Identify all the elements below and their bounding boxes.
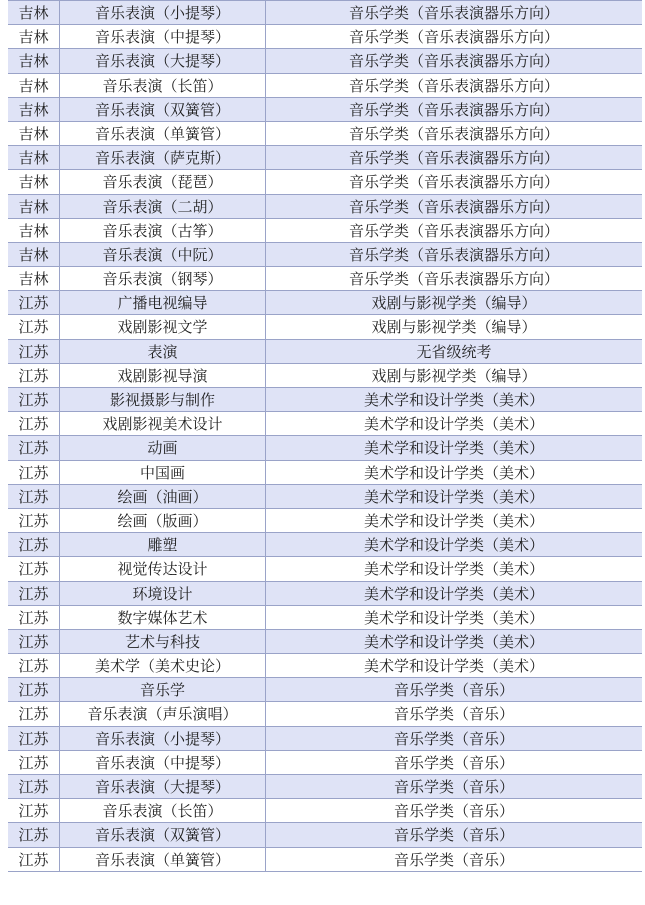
major-cell: 音乐表演（单簧管） <box>60 848 266 871</box>
province-cell: 江苏 <box>8 364 60 387</box>
table-row <box>8 823 642 847</box>
exam-category-cell: 音乐学类（音乐表演器乐方向） <box>348 245 559 264</box>
major-cell: 美术学（美术史论） <box>60 654 266 677</box>
exam-category-cell: 美术学和设计学类（美术） <box>363 657 544 676</box>
province-cell: 吉林 <box>8 122 60 145</box>
major-cell: 艺术与科技 <box>60 630 266 653</box>
exam-category-cell: 音乐学类（音乐表演器乐方向） <box>348 124 559 143</box>
major-cell: 音乐表演（小提琴） <box>60 1 266 24</box>
province-cell: 江苏 <box>8 315 60 338</box>
province-cell: 吉林 <box>8 49 60 72</box>
major-cell: 音乐表演（长笛） <box>60 799 266 822</box>
major-cell: 数字媒体艺术 <box>60 606 266 629</box>
table-row <box>8 509 642 533</box>
major-cell: 音乐表演（古筝） <box>60 219 266 242</box>
province-cell: 江苏 <box>8 461 60 484</box>
major-cell: 音乐表演（萨克斯） <box>60 146 266 169</box>
exam-category-cell: 美术学和设计学类（美术） <box>363 463 544 482</box>
major-cell: 广播电视编导 <box>60 291 266 314</box>
table-row <box>8 678 642 702</box>
exam-category-cell: 音乐学类（音乐表演器乐方向） <box>348 197 559 216</box>
major-cell: 音乐表演（中提琴） <box>60 25 266 48</box>
major-cell: 音乐表演（单簧管） <box>60 122 266 145</box>
province-cell: 吉林 <box>8 195 60 218</box>
table-row <box>8 146 642 170</box>
table-row <box>8 98 642 122</box>
exam-category-cell: 音乐学类（音乐） <box>393 826 514 845</box>
table-row <box>8 340 642 364</box>
exam-category-cell: 音乐学类（音乐） <box>393 753 514 772</box>
table-row <box>8 243 642 267</box>
table-row <box>8 195 642 219</box>
table-row <box>8 654 642 678</box>
table-row <box>8 727 642 751</box>
exam-category-cell: 美术学和设计学类（美术） <box>363 560 544 579</box>
exam-category-cell: 美术学和设计学类（美术） <box>363 487 544 506</box>
major-cell: 音乐表演（中阮） <box>60 243 266 266</box>
exam-category-cell: 音乐学类（音乐表演器乐方向） <box>348 76 559 95</box>
province-cell: 江苏 <box>8 606 60 629</box>
exam-category-cell: 美术学和设计学类（美术） <box>363 439 544 458</box>
exam-category-cell: 音乐学类（音乐表演器乐方向） <box>348 4 559 22</box>
province-cell: 吉林 <box>8 74 60 97</box>
exam-category-cell: 音乐学类（音乐表演器乐方向） <box>348 28 559 47</box>
province-cell: 江苏 <box>8 775 60 798</box>
table-row <box>8 74 642 98</box>
province-cell: 吉林 <box>8 219 60 242</box>
province-cell: 吉林 <box>8 25 60 48</box>
exam-category-cell: 戏剧与影视学类（编导） <box>371 318 537 337</box>
exam-category-cell: 美术学和设计学类（美术） <box>363 415 544 434</box>
province-cell: 江苏 <box>8 436 60 459</box>
major-cell: 音乐表演（双簧管） <box>60 98 266 121</box>
major-cell: 音乐学 <box>60 678 266 701</box>
province-cell: 江苏 <box>8 485 60 508</box>
table-row <box>8 170 642 194</box>
table-row <box>8 799 642 823</box>
exam-category-cell: 音乐学类（音乐表演器乐方向） <box>348 270 559 289</box>
province-cell: 江苏 <box>8 412 60 435</box>
table-row <box>8 25 642 49</box>
exam-category-cell: 音乐学类（音乐） <box>393 681 514 700</box>
exam-category-cell: 音乐学类（音乐） <box>393 778 514 796</box>
table-row <box>8 219 642 243</box>
major-cell: 音乐表演（声乐演唱） <box>60 702 266 725</box>
major-cell: 音乐表演（二胡） <box>60 195 266 218</box>
major-cell: 视觉传达设计 <box>60 557 266 580</box>
table-row <box>8 267 642 291</box>
table-row <box>8 485 642 509</box>
table-row <box>8 291 642 315</box>
province-cell: 江苏 <box>8 654 60 677</box>
major-cell: 绘画（版画） <box>60 509 266 532</box>
table-row <box>8 364 642 388</box>
province-cell: 江苏 <box>8 751 60 774</box>
major-cell: 音乐表演（大提琴） <box>60 49 266 72</box>
table-row <box>8 751 642 775</box>
province-cell: 江苏 <box>8 823 60 846</box>
exam-category-cell: 音乐学类（音乐） <box>393 802 514 821</box>
province-cell: 江苏 <box>8 702 60 725</box>
exam-category-cell: 音乐学类（音乐表演器乐方向） <box>348 100 559 119</box>
table-row <box>8 122 642 146</box>
table-row <box>8 388 642 412</box>
province-cell: 吉林 <box>8 98 60 121</box>
major-cell: 中国画 <box>60 461 266 484</box>
major-cell: 音乐表演（双簧管） <box>60 823 266 846</box>
table-row <box>8 533 642 557</box>
table-row <box>8 461 642 485</box>
exam-category-cell: 美术学和设计学类（美术） <box>363 536 544 555</box>
major-cell: 表演 <box>60 340 266 363</box>
table-row <box>8 775 642 799</box>
table-row <box>8 582 642 606</box>
province-cell: 江苏 <box>8 848 60 871</box>
province-cell: 江苏 <box>8 799 60 822</box>
major-cell: 音乐表演（中提琴） <box>60 751 266 774</box>
province-cell: 吉林 <box>8 1 60 24</box>
major-cell: 绘画（油画） <box>60 485 266 508</box>
province-cell: 江苏 <box>8 291 60 314</box>
province-cell: 江苏 <box>8 340 60 363</box>
major-cell: 戏剧影视文学 <box>60 315 266 338</box>
table-row <box>8 49 642 73</box>
province-cell: 江苏 <box>8 533 60 556</box>
exam-category-cell: 无省级统考 <box>416 342 492 361</box>
table-row <box>8 315 642 339</box>
major-cell: 音乐表演（小提琴） <box>60 727 266 750</box>
exam-category-cell: 音乐学类（音乐表演器乐方向） <box>348 221 559 240</box>
exam-category-cell: 美术学和设计学类（美术） <box>363 632 544 651</box>
province-cell: 江苏 <box>8 727 60 750</box>
major-cell: 戏剧影视美术设计 <box>60 412 266 435</box>
table-row <box>8 1 642 25</box>
exam-category-cell: 美术学和设计学类（美术） <box>363 584 544 603</box>
table-row <box>8 702 642 726</box>
major-cell: 动画 <box>60 436 266 459</box>
province-cell: 吉林 <box>8 146 60 169</box>
exam-category-cell: 戏剧与影视学类（编导） <box>371 294 537 313</box>
exam-category-cell: 音乐学类（音乐表演器乐方向） <box>348 173 559 192</box>
province-cell: 吉林 <box>8 243 60 266</box>
major-cell: 音乐表演（琵琶） <box>60 170 266 193</box>
exam-category-cell: 美术学和设计学类（美术） <box>363 511 544 530</box>
table-row <box>8 412 642 436</box>
major-cell: 影视摄影与制作 <box>60 388 266 411</box>
exam-category-cell: 戏剧与影视学类（编导） <box>371 366 537 385</box>
major-cell: 音乐表演（长笛） <box>60 74 266 97</box>
province-cell: 吉林 <box>8 267 60 290</box>
exam-category-cell: 音乐学类（音乐表演器乐方向） <box>348 149 559 168</box>
major-cell: 雕塑 <box>60 533 266 556</box>
major-cell: 戏剧影视导演 <box>60 364 266 387</box>
table-row <box>8 606 642 630</box>
exam-category-cell: 音乐学类（音乐） <box>393 705 514 724</box>
table-row <box>8 630 642 654</box>
major-cell: 环境设计 <box>60 582 266 605</box>
major-cell: 音乐表演（大提琴） <box>60 775 266 798</box>
admission-table <box>8 0 642 872</box>
province-cell: 江苏 <box>8 582 60 605</box>
table-row <box>8 436 642 460</box>
province-cell: 江苏 <box>8 509 60 532</box>
exam-category-cell: 音乐学类（音乐表演器乐方向） <box>348 52 559 71</box>
major-cell: 音乐表演（钢琴） <box>60 267 266 290</box>
table-row <box>8 848 642 872</box>
province-cell: 吉林 <box>8 170 60 193</box>
province-cell: 江苏 <box>8 630 60 653</box>
exam-category-cell: 音乐学类（音乐） <box>393 850 514 869</box>
province-cell: 江苏 <box>8 388 60 411</box>
exam-category-cell: 美术学和设计学类（美术） <box>363 391 544 409</box>
table-row <box>8 557 642 581</box>
province-cell: 江苏 <box>8 557 60 580</box>
exam-category-cell: 美术学和设计学类（美术） <box>363 608 544 627</box>
province-cell: 江苏 <box>8 678 60 701</box>
exam-category-cell: 音乐学类（音乐） <box>393 729 514 748</box>
